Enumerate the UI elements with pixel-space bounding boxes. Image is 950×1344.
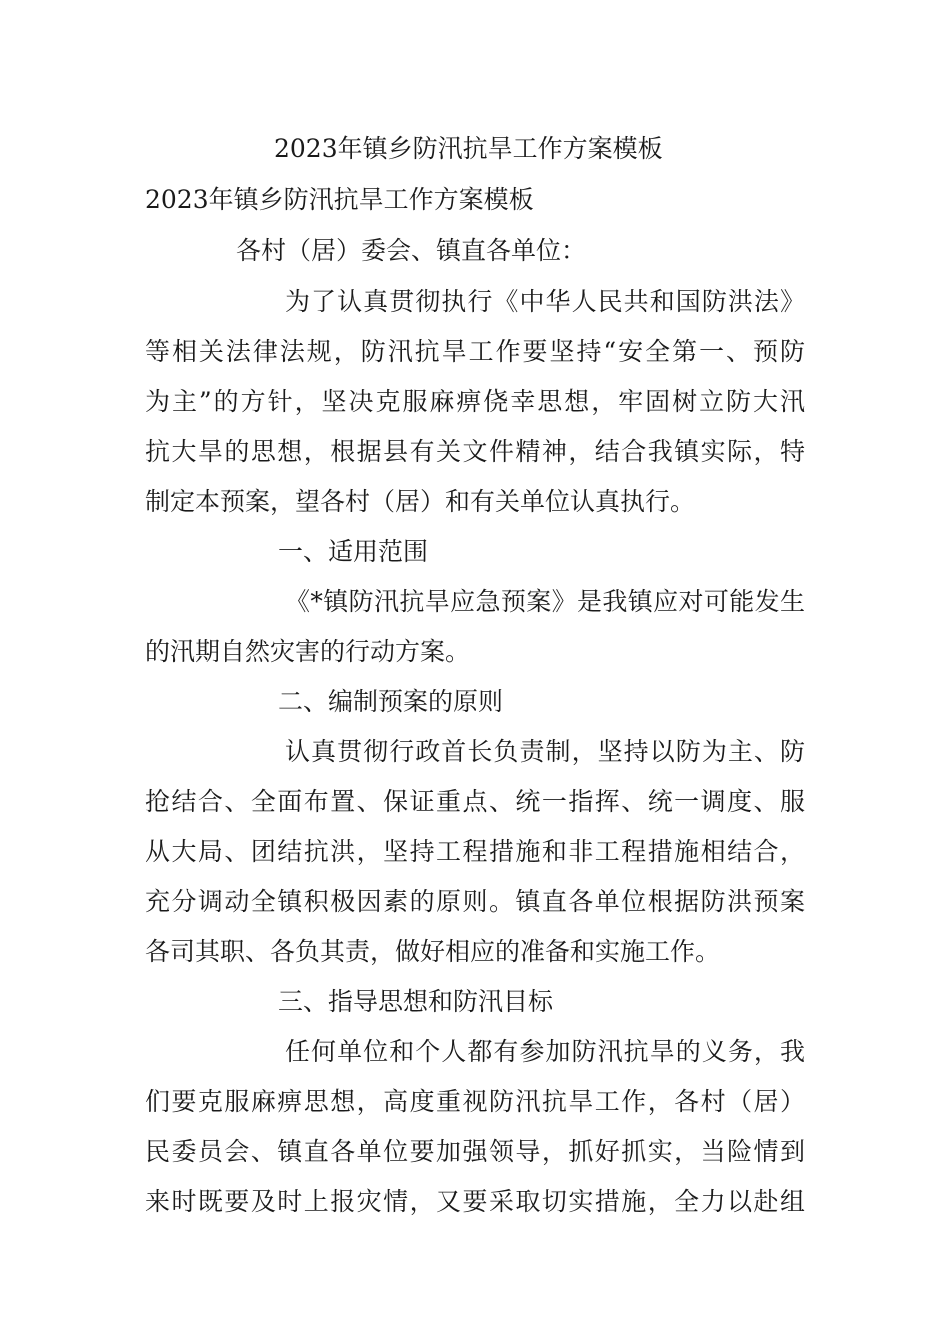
section-line: 来时既要及时上报灾情，又要采取切实措施，全力以赴组 xyxy=(145,1187,805,1216)
section-line: 们要克服麻痹思想，高度重视防汛抗旱工作，各村（居） xyxy=(145,1087,805,1116)
section-line: 从大局、团结抗洪，坚持工程措施和非工程措施相结合， xyxy=(145,837,805,866)
section-line: 的汛期自然灾害的行动方案。 xyxy=(145,637,471,666)
intro-line: 等相关法律法规，防汛抗旱工作要坚持“安全第一、预防 xyxy=(145,337,805,366)
salutation: 各村（居）委会、镇直各单位： xyxy=(236,236,587,265)
document-title: 2023年镇乡防汛抗旱工作方案模板 xyxy=(274,134,663,163)
section-line: 认真贯彻行政首长负责制，坚持以防为主、防 xyxy=(285,737,805,766)
intro-line: 制定本预案，望各村（居）和有关单位认真执行。 xyxy=(145,487,696,516)
section-line: 各司其职、各负其责，做好相应的准备和实施工作。 xyxy=(145,937,721,966)
section-line: 充分调动全镇积极因素的原则。镇直各单位根据防洪预案 xyxy=(145,887,805,916)
section-line: 抢结合、全面布置、保证重点、统一指挥、统一调度、服 xyxy=(145,787,805,816)
section-line: 任何单位和个人都有参加防汛抗旱的义务，我 xyxy=(285,1037,805,1066)
intro-line: 为了认真贯彻执行《中华人民共和国防洪法》 xyxy=(285,287,805,316)
section-heading-principles: 二、编制预案的原则 xyxy=(278,687,504,716)
section-line: 《*镇防汛抗旱应急预案》是我镇应对可能发生 xyxy=(285,587,805,616)
section-line: 民委员会、镇直各单位要加强领导，抓好抓实，当险情到 xyxy=(145,1137,805,1166)
intro-line: 抗大旱的思想，根据县有关文件精神，结合我镇实际，特 xyxy=(145,437,805,466)
intro-line: 为主”的方针，坚决克服麻痹侥幸思想，牢固树立防大汛 xyxy=(145,387,805,416)
section-heading-scope: 一、适用范围 xyxy=(278,537,429,566)
document-subtitle: 2023年镇乡防汛抗旱工作方案模板 xyxy=(145,185,534,214)
section-heading-guiding-thoughts: 三、指导思想和防汛目标 xyxy=(278,987,554,1016)
